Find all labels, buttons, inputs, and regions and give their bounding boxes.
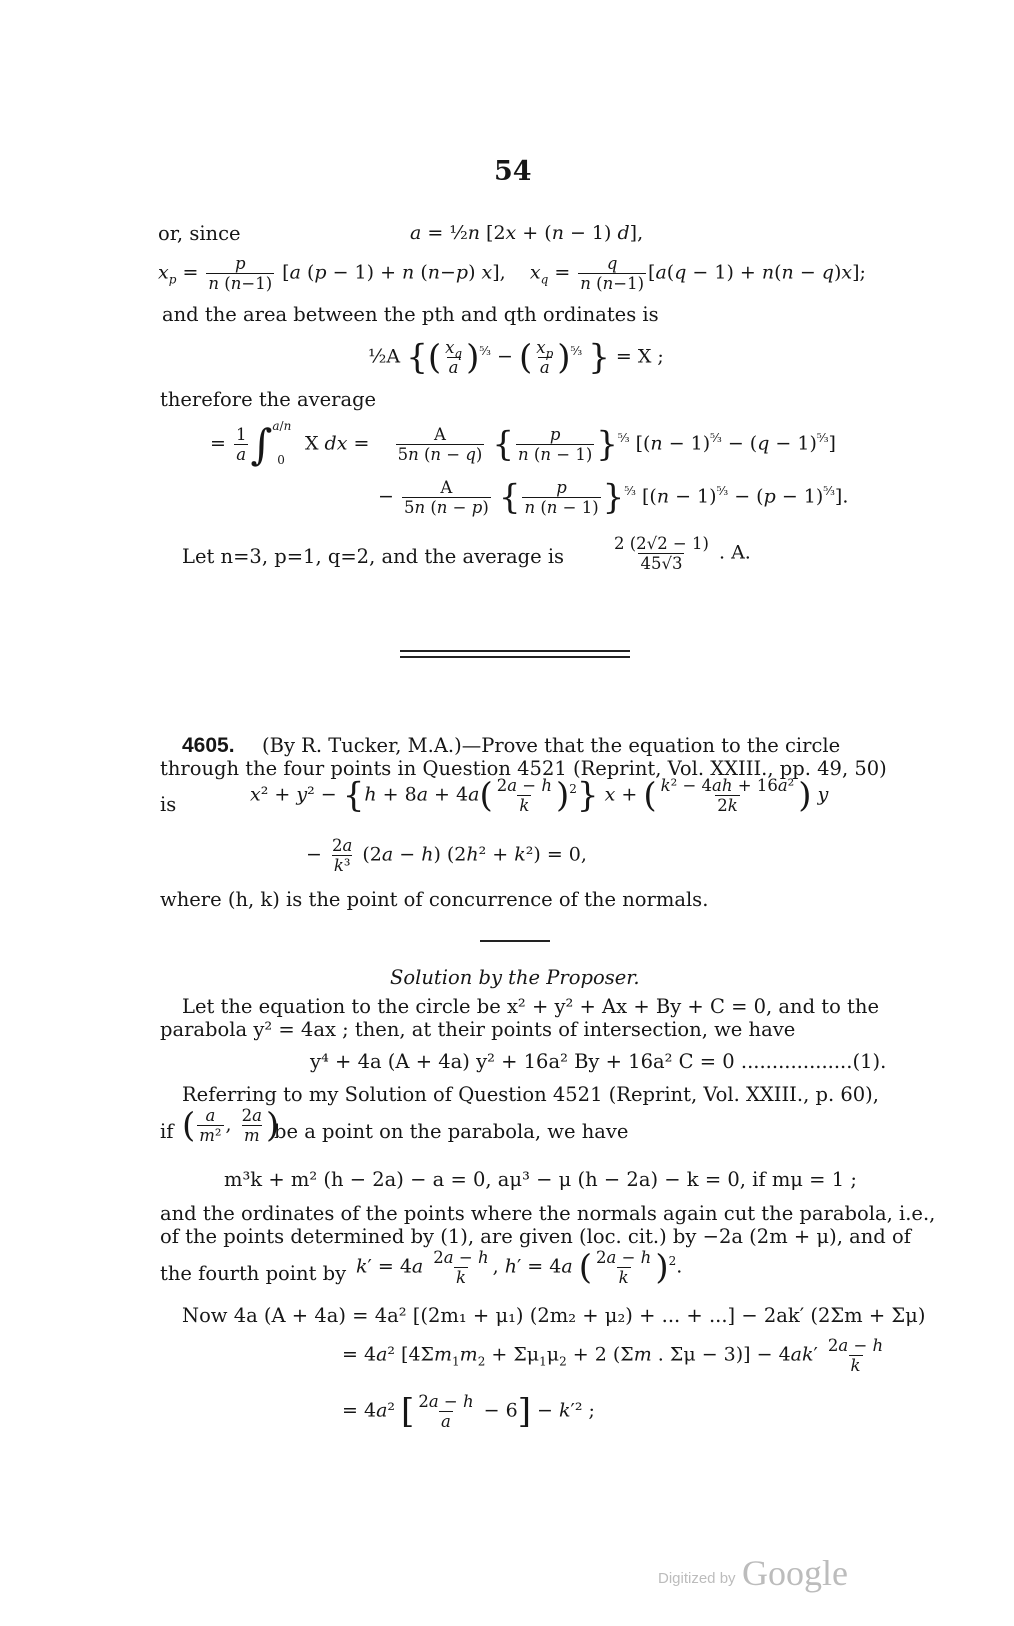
- equation-fourth-point: k′ = 4a $\frac{2a - h}{k}$ , h′ = 4a ( $\frac{2a - h}{k}$ )$^2$.: [356, 1247, 683, 1288]
- equation-point: ( $\frac{a}{\text{m²}}$ , $\frac{2a}{m}$ ): [182, 1105, 280, 1146]
- solution-p3-line1: and the ordinates of the points where the normals again cut the parabola, i.e.,: [160, 1202, 936, 1225]
- text-line-area: and the area between the pth and qth ordinates is: [162, 303, 659, 326]
- equation-xp-xq: $x_p$ = $\frac{p}{n (n-1)}$ [a (p − 1) + n (n−p) x], $x_q$ = $\frac{q}{n (n-1)}$ [a(q − 1) + n(n − q)x];: [158, 254, 866, 293]
- solution-p1-line2: parabola y² = 4ax ; then, at their points of intersection, we have: [160, 1018, 796, 1041]
- google-logo: Google: [742, 1553, 848, 1593]
- solution-eq2: m³k + m² (h − 2a) − a = 0, aμ³ − μ (h − 2a) − k = 0, if mμ = 1 ;: [224, 1168, 857, 1191]
- equation-area-X: ½A {( $\frac{x_q}{a}$ )$^{^5⁄_3}$ − ( $\frac{x_p}{a}$ )$^{^5⁄_3}$ } = X ;: [368, 337, 664, 378]
- equation-average-result: $\frac{2 (2√2 - 1)}{45√3}$ . A.: [614, 534, 751, 573]
- question-where-line: where (h, k) is the point of concurrence of the normals.: [160, 888, 709, 911]
- solution-now-line: Now 4a (A + 4a) = 4a² [(2m₁ + μ₁) (2m₂ + μ₂) + ... + ...] − 2ak′ (2Σm + Σμ): [182, 1304, 926, 1327]
- question-is-label: is: [160, 793, 177, 816]
- question-intro-line2: through the four points in Question 4521 (Reprint, Vol. XXIII., pp. 49, 50): [160, 757, 887, 780]
- solution-eq1: y⁴ + 4a (A + 4a) y² + 16a² By + 16a² C = 0 ..................(1).: [310, 1050, 887, 1073]
- equation-circle-cont: − $\frac{2a}{\text{k³}}$ (2a − h) (2h² + k²) = 0,: [306, 836, 587, 875]
- short-divider: [480, 940, 550, 942]
- equation-a-def: a = ½n [2x + (n − 1) d],: [410, 222, 644, 244]
- solution-p1-line1: Let the equation to the circle be x² + y² + Ax + By + C = 0, and to the: [182, 995, 879, 1018]
- section-divider: [400, 650, 630, 652]
- solution-p2-rest: be a point on the parabola, we have: [274, 1120, 629, 1143]
- solution-p2-line1: Referring to my Solution of Question 4521 (Reprint, Vol. XXIII., p. 60),: [182, 1083, 879, 1106]
- solution-p3-line3: the fourth point by: [160, 1262, 347, 1285]
- equation-now-cont2: = 4a² [ $\frac{2a - h}{a}$ − 6] − k′² ;: [342, 1391, 595, 1432]
- page-number: 54: [494, 156, 532, 187]
- text-line-or-since: or, since: [158, 222, 241, 245]
- digitized-by-text: Digitized by: [658, 1570, 736, 1587]
- text-line-let: Let n=3, p=1, q=2, and the average is: [182, 545, 565, 568]
- equation-average-integral: = $\frac{1}{a}$ ∫$^{a/n}_0$ X dx = $\frac{A}{5n (n - q)}$ { $\frac{p}{n (n - 1)}$ }$^{^5⁄_3}$ $[(n - 1)^{^5⁄_3} - (q - 1)^{^5⁄_3}]$: [210, 418, 836, 469]
- solution-p3-line2: of the points determined by (1), are given (loc. cit.) by −2a (2m + μ), and of: [160, 1225, 911, 1248]
- section-divider: [400, 656, 630, 658]
- solution-p2-if: if: [160, 1120, 174, 1143]
- solution-heading: Solution by the Proposer.: [390, 966, 640, 989]
- equation-now-cont1: = 4a² [$4\Sigma m_1m_2 + \Sigma\mu_1\mu_2 + 2$ (Σm . Σμ − 3)] − 4ak′ $\frac{2a - h}{k}$: [342, 1336, 884, 1375]
- equation-average-second: − $\frac{A}{5n (n - p)}$ { $\frac{p}{n (n - 1)}$ }$^{^5⁄_3}$ $[(n - 1)^{^5⁄_3} - (p - 1)^{^5⁄_3}]$.: [378, 477, 849, 518]
- equation-circle: x² + y² − {h + 8a + 4a( $\frac{2a - h}{k}$ )$^2$} x + ( $\frac{\text{k² − 4ah + 16a²}}{2k}$ ) y: [250, 775, 829, 816]
- text-line-therefore: therefore the average: [160, 388, 377, 411]
- question-intro: (By R. Tucker, M.A.)—Prove that the equation to the circle: [262, 734, 841, 757]
- question-number: 4605.: [182, 734, 235, 757]
